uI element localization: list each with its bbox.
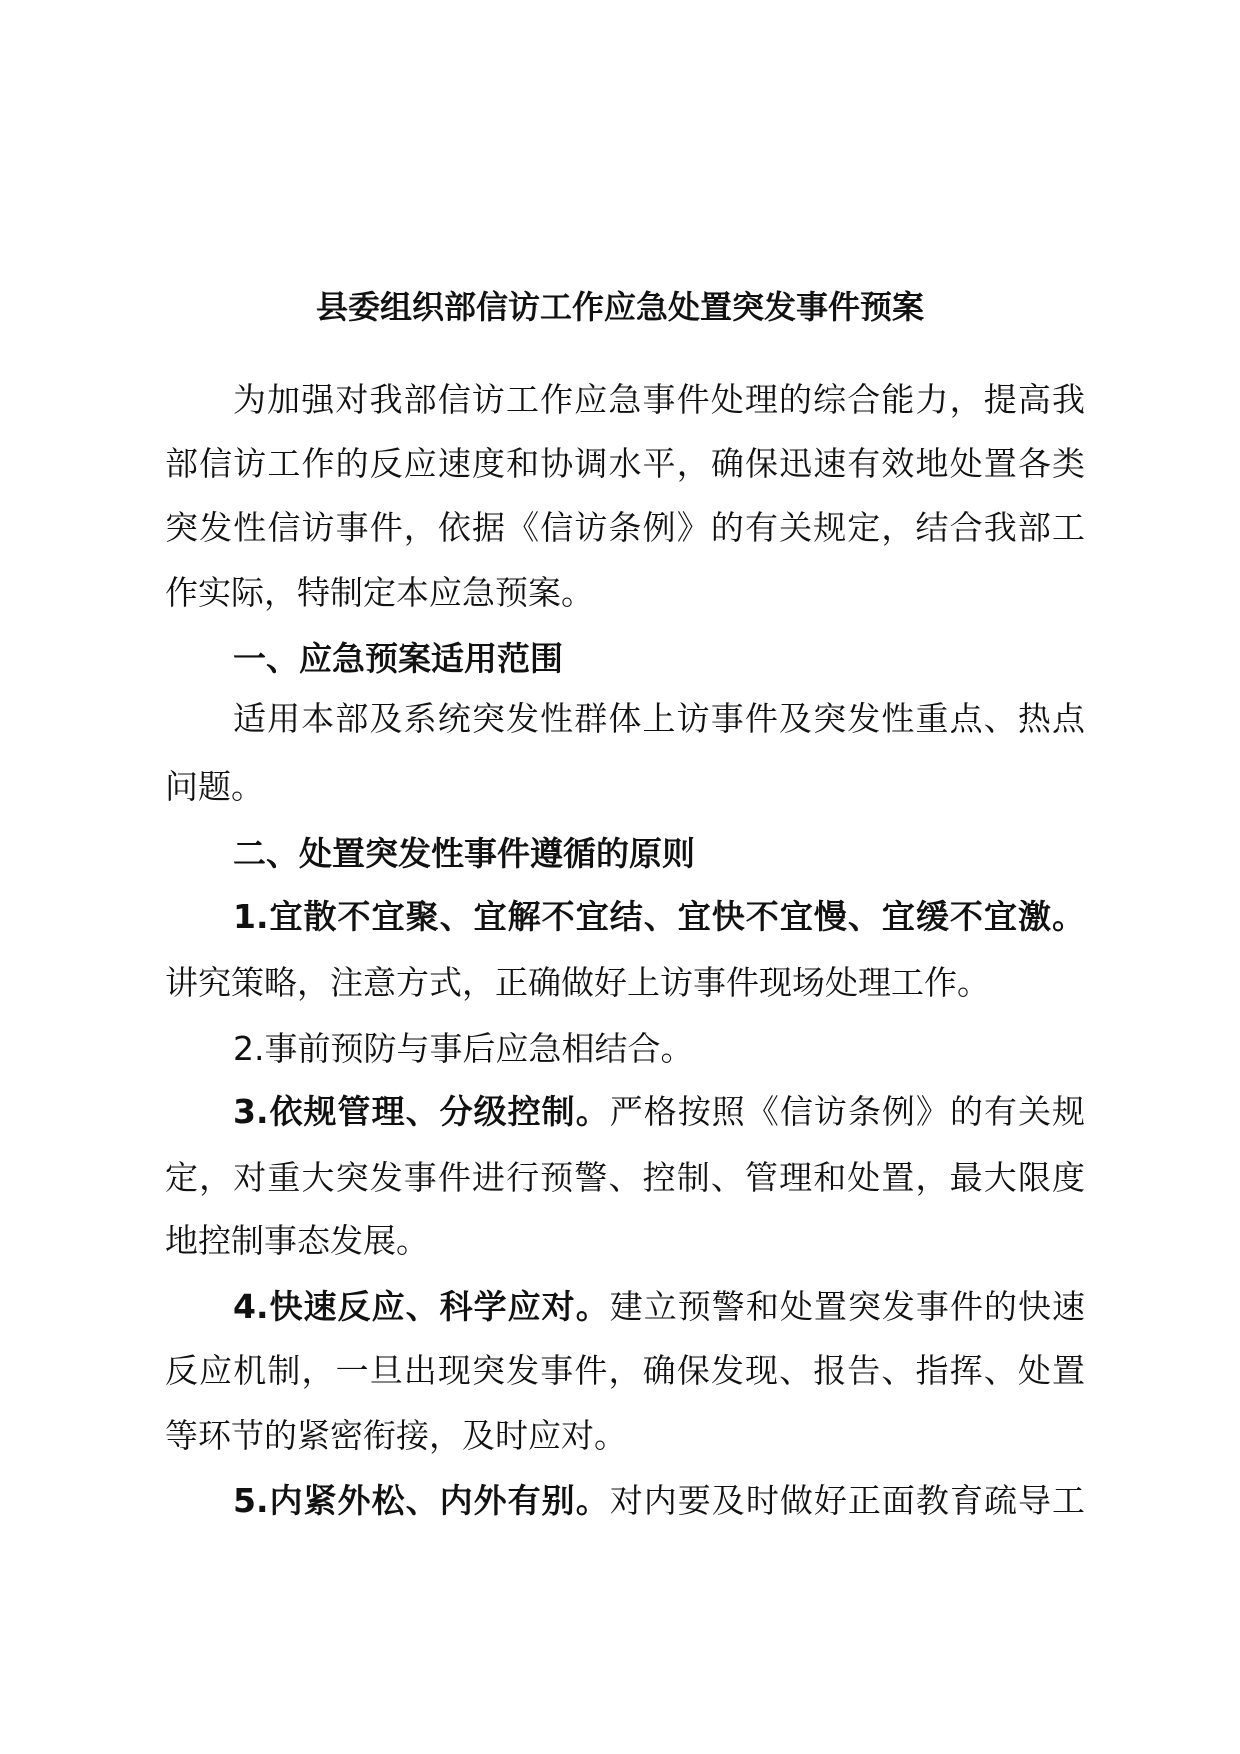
bold-text: 一、应急预案适用范围: [233, 639, 563, 678]
text-line: [165, 897, 1085, 937]
body-text: 突发性信访事件，依据《信访条例》的有关规定，结合我部工: [165, 508, 1085, 547]
bold-text: 4.快速反应、科学应对。: [233, 1287, 610, 1326]
text-line: [165, 508, 1085, 548]
text-line: [165, 1092, 1085, 1132]
text-line: [165, 380, 1085, 420]
body-text: 定，对重大突发事件进行预警、控制、管理和处置，最大限度: [165, 1158, 1085, 1197]
text-line: [165, 1221, 1085, 1261]
bold-text: 3.依规管理、分级控制。: [233, 1092, 610, 1131]
body-text: 对内要及时做好正面教育疏导工: [609, 1481, 1086, 1520]
body-text: 作实际，特制定本应急预案。: [165, 573, 594, 612]
text-line: [165, 834, 1085, 874]
body-text: 部信访工作的反应速度和协调水平，确保迅速有效地处置各类: [165, 444, 1085, 483]
body-text: 2.事前预防与事后应急相结合。: [233, 1029, 694, 1068]
text-line: [165, 1351, 1085, 1391]
text-line: [165, 1029, 1085, 1069]
text-line: [165, 573, 1085, 613]
body-text: 为加强对我部信访工作应急事件处理的综合能力，提高我: [233, 380, 1085, 419]
text-line: [165, 444, 1085, 484]
document-title: 县委组织部信访工作应急处置突发事件预案: [315, 288, 924, 326]
text-line: [165, 639, 1085, 679]
bold-text: 5.内紧外松、内外有别。: [233, 1481, 610, 1520]
text-line: [165, 963, 1085, 1003]
text-line: [165, 1158, 1085, 1198]
body-text: 严格按照《信访条例》的有关规: [609, 1092, 1086, 1131]
body-text: 建立预警和处置突发事件的快速: [609, 1287, 1086, 1326]
body-text: 地控制事态发展。: [165, 1221, 429, 1260]
text-line: [165, 1287, 1085, 1327]
body-text: 适用本部及系统突发性群体上访事件及突发性重点、热点: [233, 699, 1085, 738]
text-line: [165, 1481, 1085, 1521]
text-line: [165, 699, 1085, 739]
text-line: [165, 767, 1085, 807]
bold-text: 1.宜散不宜聚、宜解不宜结、宜快不宜慢、宜缓不宜激。: [233, 897, 1085, 936]
body-text: 等环节的紧密衔接，及时应对。: [165, 1416, 627, 1455]
body-text: 讲究策略，注意方式，正确做好上访事件现场处理工作。: [165, 963, 990, 1002]
text-line: [165, 1416, 1085, 1456]
body-text: 问题。: [165, 767, 264, 806]
body-text: 反应机制，一旦出现突发事件，确保发现、报告、指挥、处置: [165, 1351, 1085, 1390]
bold-text: 二、处置突发性事件遵循的原则: [233, 834, 695, 873]
